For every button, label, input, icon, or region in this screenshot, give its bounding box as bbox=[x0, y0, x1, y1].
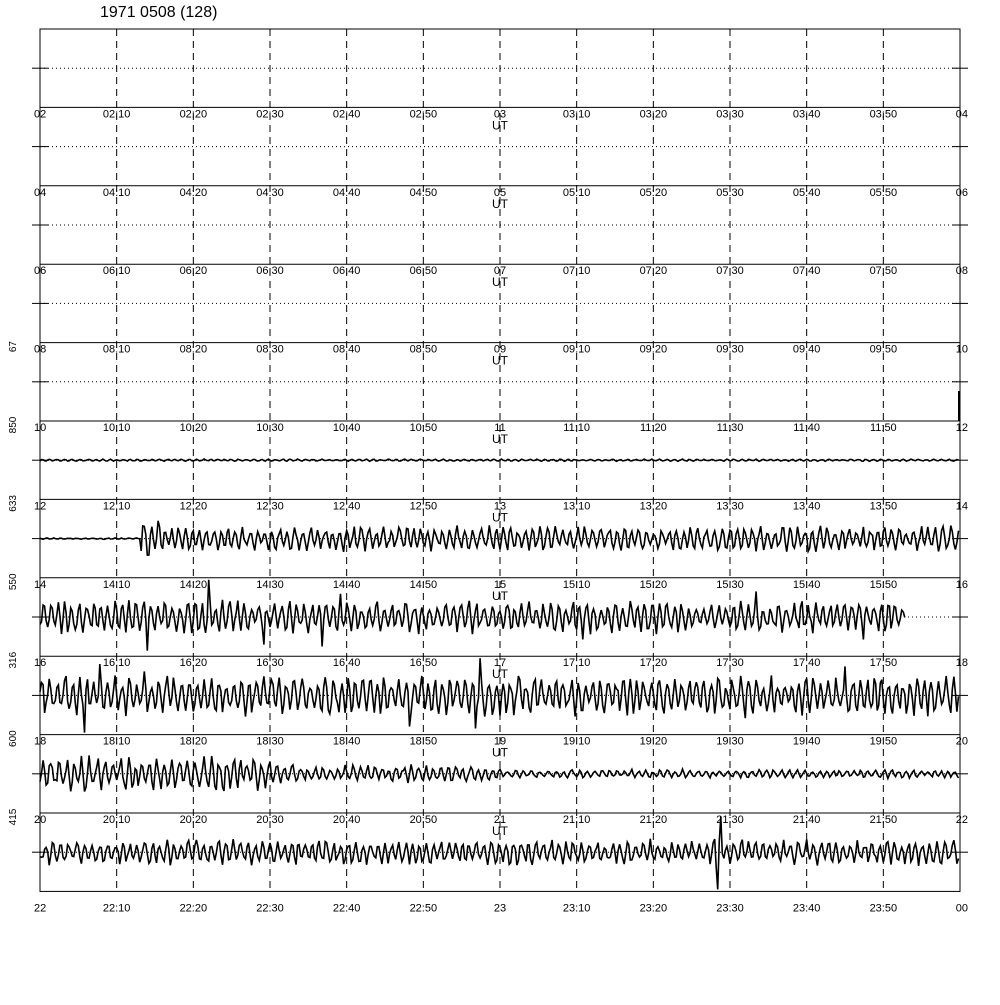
x-tick-label: 12:30 bbox=[256, 500, 284, 513]
x-tick-label-bottom: 23:20 bbox=[639, 902, 668, 915]
x-tick-label: 09:40 bbox=[792, 343, 821, 356]
x-axis-label: UT bbox=[492, 667, 508, 682]
x-tick-label: 12:40 bbox=[332, 500, 361, 513]
x-tick-label: 12 bbox=[34, 500, 47, 513]
x-tick-label: 02:10 bbox=[102, 108, 131, 121]
x-tick-label: 09:20 bbox=[639, 343, 668, 356]
x-tick-label: 11:40 bbox=[793, 422, 821, 434]
x-tick-label: 11:50 bbox=[869, 422, 897, 434]
x-tick-label: 12:50 bbox=[409, 500, 438, 513]
x-tick-label: 17:10 bbox=[562, 657, 591, 670]
x-tick-label: 03:10 bbox=[562, 108, 591, 121]
x-tick-label: 09 bbox=[493, 343, 507, 356]
x-tick-label: 18 bbox=[955, 657, 968, 670]
x-tick-label: 03:30 bbox=[716, 108, 744, 121]
x-tick-label: 02:40 bbox=[332, 108, 361, 121]
x-tick-label: 18:30 bbox=[256, 735, 284, 748]
x-tick-label: 16 bbox=[34, 657, 47, 670]
x-tick-label: 13:40 bbox=[792, 500, 821, 513]
x-tick-label: 05:20 bbox=[639, 186, 668, 199]
x-tick-label: 18:10 bbox=[102, 735, 131, 748]
x-tick-label: 05:10 bbox=[562, 186, 591, 199]
x-tick-label: 15:20 bbox=[639, 578, 668, 591]
x-tick-label: 15:50 bbox=[869, 578, 898, 591]
x-tick-label: 14:10 bbox=[102, 578, 131, 591]
x-tick-label: 17:40 bbox=[792, 657, 821, 670]
x-tick-label: 06:10 bbox=[102, 265, 131, 278]
x-tick-label: 08:50 bbox=[409, 343, 438, 356]
x-tick-label: 15:10 bbox=[562, 578, 591, 591]
x-tick-label: 12:10 bbox=[102, 500, 131, 513]
x-tick-label: 19:20 bbox=[639, 735, 668, 748]
x-tick-label: 14:30 bbox=[256, 578, 284, 591]
amplitude-scale-label: 850 bbox=[8, 416, 19, 434]
x-tick-label: 18:40 bbox=[332, 735, 361, 748]
x-tick-label-bottom: 00 bbox=[955, 902, 968, 915]
x-tick-label: 22 bbox=[955, 814, 968, 826]
x-tick-label: 18:20 bbox=[179, 735, 208, 748]
x-tick-label: 06:50 bbox=[409, 265, 438, 278]
x-tick-label: 15:40 bbox=[792, 578, 821, 591]
x-tick-label-bottom: 22:50 bbox=[409, 902, 438, 915]
x-tick-label: 06 bbox=[955, 186, 968, 199]
x-tick-label: 09:30 bbox=[716, 343, 744, 356]
x-tick-label: 10:10 bbox=[102, 422, 131, 434]
seismic-trace bbox=[40, 755, 959, 791]
x-tick-label: 03:40 bbox=[792, 108, 821, 121]
x-tick-label: 21:40 bbox=[792, 814, 821, 826]
x-tick-label: 10:30 bbox=[256, 422, 284, 434]
x-tick-label: 20:20 bbox=[179, 814, 208, 826]
x-tick-label: 20:10 bbox=[102, 814, 131, 826]
x-tick-label: 16:30 bbox=[256, 657, 284, 670]
x-tick-label-bottom: 22:40 bbox=[332, 902, 361, 915]
x-tick-label-bottom: 22:30 bbox=[256, 902, 284, 915]
x-tick-label: 10 bbox=[955, 343, 968, 356]
x-tick-label: 10:20 bbox=[179, 422, 208, 434]
x-tick-label: 04:20 bbox=[179, 186, 208, 199]
x-tick-label: 10:40 bbox=[332, 422, 361, 434]
x-tick-label: 16:20 bbox=[179, 657, 208, 670]
x-tick-label: 11:10 bbox=[563, 422, 591, 434]
x-tick-label: 02:50 bbox=[409, 108, 438, 121]
x-tick-label-bottom: 23:30 bbox=[716, 902, 744, 915]
x-tick-label: 07:40 bbox=[792, 265, 821, 278]
x-tick-label: 14:50 bbox=[409, 578, 438, 591]
x-tick-label: 14:20 bbox=[179, 578, 208, 591]
x-tick-label: 13:10 bbox=[562, 500, 591, 513]
x-tick-label: 20:30 bbox=[256, 814, 284, 826]
seismic-trace bbox=[40, 580, 905, 651]
x-tick-label: 15:30 bbox=[716, 578, 744, 591]
seismic-trace bbox=[40, 459, 959, 461]
x-tick-label: 20:50 bbox=[409, 814, 438, 826]
x-tick-label: 05 bbox=[493, 186, 507, 199]
x-tick-label: 04:50 bbox=[409, 186, 438, 199]
x-tick-label: 21:30 bbox=[716, 814, 744, 826]
x-tick-label: 07:50 bbox=[869, 265, 898, 278]
x-tick-label: 06:30 bbox=[256, 265, 284, 278]
x-tick-label: 13 bbox=[493, 500, 507, 513]
x-tick-label: 10 bbox=[34, 422, 47, 434]
x-tick-label: 18 bbox=[34, 735, 47, 748]
x-axis-label: UT bbox=[492, 824, 508, 838]
x-tick-label: 03:50 bbox=[869, 108, 898, 121]
seismic-trace bbox=[40, 521, 959, 555]
x-tick-label: 03:20 bbox=[639, 108, 668, 121]
x-tick-label: 17:50 bbox=[869, 657, 898, 670]
x-tick-label: 12:20 bbox=[179, 500, 208, 513]
x-axis-label: UT bbox=[492, 588, 508, 603]
x-tick-label: 19:30 bbox=[716, 735, 744, 748]
x-tick-label: 14:40 bbox=[332, 578, 361, 591]
x-axis-label: UT bbox=[492, 353, 508, 368]
amplitude-scale-label: 67 bbox=[8, 341, 19, 353]
x-tick-label: 16:10 bbox=[102, 657, 131, 670]
x-tick-label: 21:20 bbox=[639, 814, 668, 826]
amplitude-scale-label: 316 bbox=[8, 651, 19, 669]
x-tick-label: 07 bbox=[493, 265, 507, 278]
x-tick-label: 02:20 bbox=[179, 108, 208, 121]
amplitude-scale-label: 415 bbox=[8, 808, 19, 826]
x-tick-label: 13:30 bbox=[716, 500, 744, 513]
amplitude-scale-label: 600 bbox=[8, 730, 19, 747]
chart-title: 1971 0508 (128) bbox=[100, 4, 218, 21]
x-tick-label: 12 bbox=[955, 422, 968, 434]
x-axis-label: UT bbox=[492, 510, 508, 525]
x-tick-label: 08 bbox=[955, 265, 968, 278]
x-tick-label: 11 bbox=[494, 422, 506, 434]
x-tick-label: 19 bbox=[493, 735, 507, 748]
x-tick-label: 02:30 bbox=[256, 108, 284, 121]
x-tick-label: 20 bbox=[34, 814, 47, 826]
x-tick-label: 09:50 bbox=[869, 343, 898, 356]
x-axis-label: UT bbox=[492, 745, 508, 760]
x-tick-label: 16:40 bbox=[332, 657, 361, 670]
x-tick-label: 06 bbox=[34, 265, 47, 278]
x-tick-label: 07:10 bbox=[562, 265, 591, 278]
x-tick-label: 08 bbox=[34, 343, 47, 356]
x-tick-label: 02 bbox=[34, 108, 47, 121]
x-axis-label: UT bbox=[492, 196, 508, 211]
x-tick-label: 06:20 bbox=[179, 265, 208, 278]
amplitude-scale-label: 633 bbox=[8, 495, 19, 512]
x-tick-label: 17 bbox=[493, 657, 507, 670]
x-tick-label: 16 bbox=[955, 578, 968, 591]
x-tick-label: 08:20 bbox=[179, 343, 208, 356]
x-tick-label: 13:50 bbox=[869, 500, 898, 513]
x-tick-label: 19:50 bbox=[869, 735, 898, 748]
x-tick-label: 17:30 bbox=[716, 657, 744, 670]
x-tick-label: 05:40 bbox=[792, 186, 821, 199]
x-tick-label: 04 bbox=[955, 108, 968, 121]
x-axis-label: UT bbox=[492, 275, 508, 290]
x-tick-label: 04:40 bbox=[332, 186, 361, 199]
x-tick-label: 09:10 bbox=[562, 343, 591, 356]
x-tick-label: 13:20 bbox=[639, 500, 668, 513]
x-tick-label: 19:40 bbox=[792, 735, 821, 748]
x-tick-label: 21:50 bbox=[869, 814, 898, 826]
x-tick-label: 20 bbox=[955, 735, 968, 748]
x-tick-label-bottom: 23:10 bbox=[562, 902, 591, 915]
x-tick-label: 08:10 bbox=[102, 343, 131, 356]
x-tick-label: 14 bbox=[955, 500, 968, 513]
x-tick-label: 07:30 bbox=[716, 265, 744, 278]
x-tick-label: 19:10 bbox=[562, 735, 591, 748]
x-tick-label: 08:40 bbox=[332, 343, 361, 356]
x-tick-label: 04:30 bbox=[256, 186, 284, 199]
x-tick-label: 11:20 bbox=[639, 422, 667, 434]
x-tick-label: 20:40 bbox=[332, 814, 361, 826]
x-tick-label-bottom: 22 bbox=[34, 902, 47, 915]
amplitude-scale-label: 550 bbox=[8, 573, 19, 591]
x-tick-label-bottom: 23:40 bbox=[792, 902, 821, 915]
x-tick-label-bottom: 23 bbox=[493, 902, 507, 915]
x-tick-label: 07:20 bbox=[639, 265, 668, 278]
x-tick-label: 17:20 bbox=[639, 657, 668, 670]
x-axis-label: UT bbox=[492, 432, 508, 446]
x-tick-label: 11:30 bbox=[716, 422, 744, 434]
x-tick-label: 05:50 bbox=[869, 186, 898, 199]
x-tick-label-bottom: 22:10 bbox=[102, 902, 131, 915]
x-tick-label: 04 bbox=[34, 186, 47, 199]
x-tick-label: 04:10 bbox=[102, 186, 131, 199]
x-tick-label: 14 bbox=[34, 578, 47, 591]
x-tick-label-bottom: 22:20 bbox=[179, 902, 208, 915]
x-tick-label: 03 bbox=[493, 108, 507, 121]
x-tick-label: 21 bbox=[493, 814, 507, 826]
x-tick-label: 18:50 bbox=[409, 735, 438, 748]
x-tick-label: 16:50 bbox=[409, 657, 438, 670]
x-tick-label: 15 bbox=[493, 578, 507, 591]
x-tick-label: 08:30 bbox=[256, 343, 284, 356]
x-tick-label: 10:50 bbox=[409, 422, 438, 434]
x-tick-label: 05:30 bbox=[716, 186, 744, 199]
x-tick-label-bottom: 23:50 bbox=[869, 902, 898, 915]
x-tick-label: 06:40 bbox=[332, 265, 361, 278]
x-axis-label: UT bbox=[492, 118, 508, 133]
x-tick-label: 21:10 bbox=[562, 814, 591, 826]
